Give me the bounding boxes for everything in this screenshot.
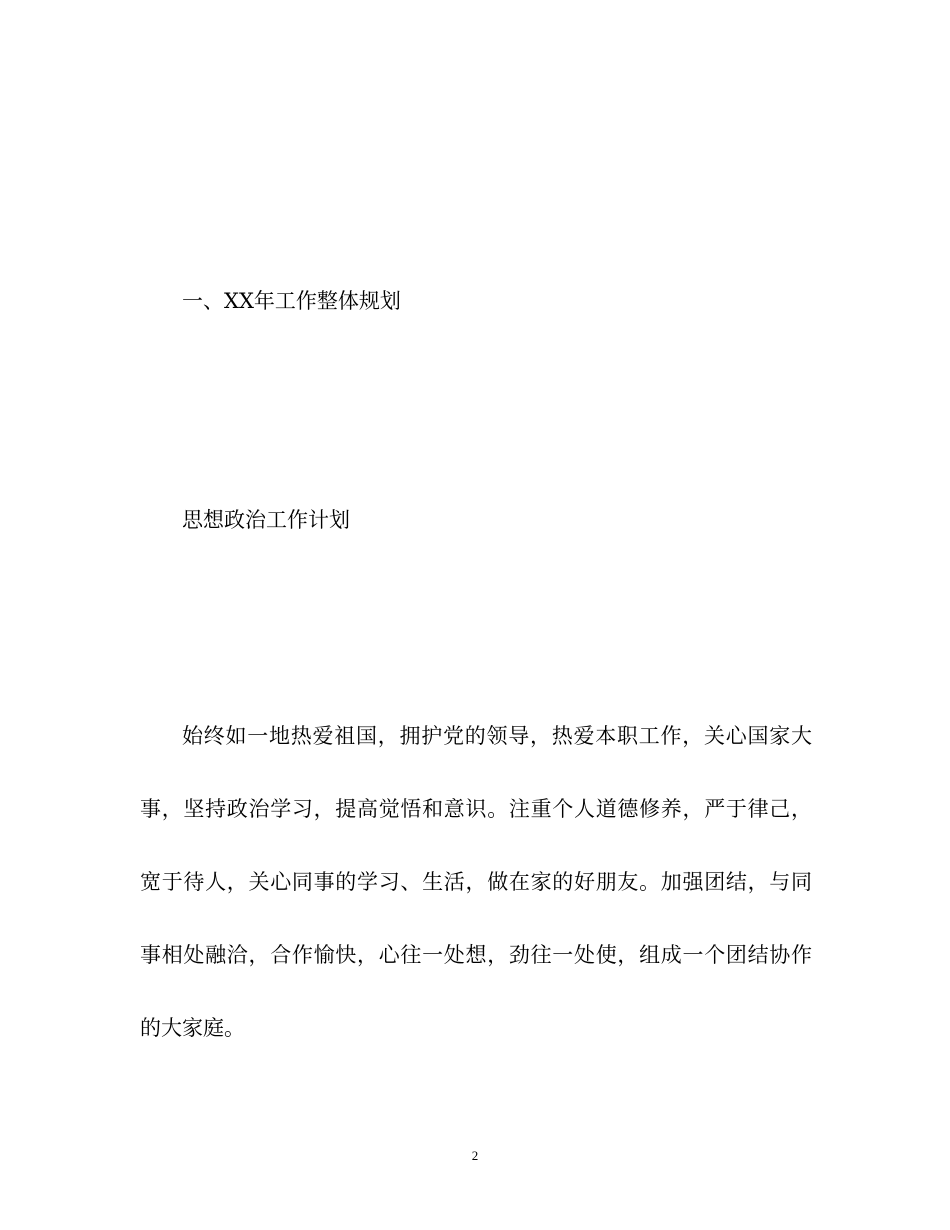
paragraph-line: 的大家庭。 [140, 1016, 245, 1040]
paragraph-line: 始终如一地热爱祖国，拥护党的领导，热爱本职工作，关心国家大 [182, 724, 812, 748]
paragraph-line: 宽于待人，关心同事的学习、生活，做在家的好朋友。加强团结，与同 [140, 870, 812, 894]
paragraph-line: 事相处融洽，合作愉快，心往一处想，劲往一处使，组成一个团结协作 [140, 943, 812, 967]
page-number: 2 [471, 1148, 479, 1163]
subsection-heading: 思想政治工作计划 [182, 508, 350, 532]
section-heading: 一、XX年工作整体规划 [182, 289, 401, 313]
paragraph-line: 事，坚持政治学习，提高觉悟和意识。注重个人道德修养，严于律己， [140, 797, 812, 821]
